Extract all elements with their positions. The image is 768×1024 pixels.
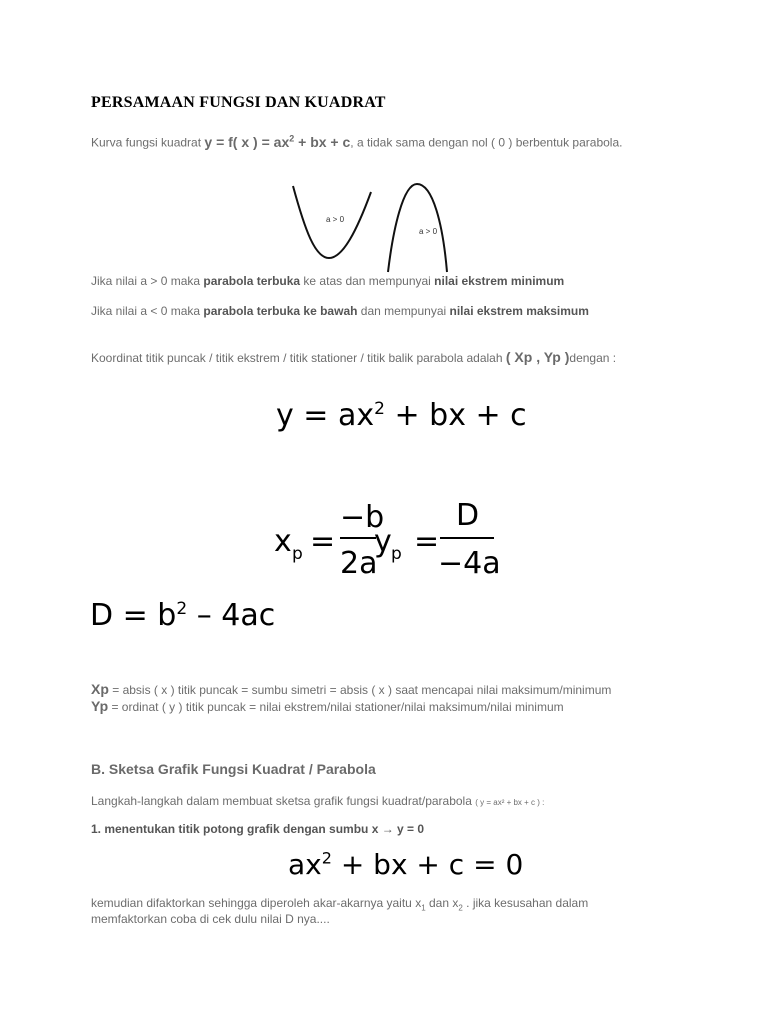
eq4-rhs: + bx + c = 0 (331, 848, 524, 881)
eq3-rhs: – 4ac (187, 598, 276, 633)
yp-text: = ordinat ( y ) titik puncak = nilai ekstrem/nilai stationer/nilai maksimum/nilai minimum (108, 700, 564, 714)
intro-formula-tail: + bx + c (294, 133, 351, 150)
downward-parabola (388, 184, 447, 272)
closing-line-2: memfaktorkan coba di cek dulu nilai D nya.... (91, 912, 330, 926)
line-min-pre: Jika nilai a > 0 maka (91, 274, 204, 288)
line-min-bold1: parabola terbuka (203, 274, 301, 288)
yp-definition (91, 698, 564, 714)
xp-text: = absis ( x ) titik puncak = sumbu simetri = absis ( x ) saat mencapai nilai maksimum/minimum (108, 683, 612, 697)
closing-sub1: 1 (421, 903, 426, 913)
vertex-post: dengan : (569, 351, 617, 365)
equation-general (276, 398, 527, 433)
closing-pre: kemudian difaktorkan sehingga diperoleh akar-akarnya yaitu x (91, 896, 422, 910)
xp-sub: p (292, 544, 303, 564)
parabola-figure (285, 180, 475, 275)
vertex-bold: ( Xp , Yp ) (505, 349, 570, 365)
vertex-line (91, 349, 616, 365)
eq1-rhs: + bx + c (384, 398, 527, 433)
closing-line-1 (91, 896, 588, 912)
intro-pre: Kurva fungsi kuadrat (91, 135, 205, 150)
steps-pre: Langkah-langkah dalam membuat sketsa grafik fungsi kuadrat/parabola (91, 794, 476, 808)
equation-vertex (270, 495, 510, 585)
intro-formula-sup: 2 (289, 133, 295, 143)
yp-denominator: −4a (438, 546, 501, 581)
label-left: a > 0 (326, 215, 345, 224)
eq1-sup: 2 (374, 399, 385, 419)
parabola-sketch (285, 180, 475, 275)
xp-definition (91, 681, 611, 697)
intro-formula-part: y = f( x ) = ax (204, 133, 290, 150)
line-min-bold2: nilai ekstrem minimum (434, 274, 565, 288)
yp-numerator: D (456, 498, 480, 533)
eq3-sup: 2 (176, 599, 188, 619)
line-min-mid: ke atas dan mempunyai (300, 274, 435, 288)
eq4-lhs: ax (288, 848, 322, 881)
eq4-sup: 2 (321, 848, 332, 868)
xp-base: x (274, 524, 292, 559)
yp-sub: p (391, 544, 402, 564)
vertex-pre: Koordinat titik puncak / titik ekstrem / titik stationer / titik balik parabola adalah (91, 351, 506, 365)
xp-label: Xp (91, 681, 109, 697)
line-max-bold1: parabola terbuka ke bawah (203, 304, 358, 318)
yp-label: Yp (91, 698, 109, 714)
yp-equals: = (414, 524, 440, 559)
line-minimum (91, 274, 564, 288)
eq1-lhs: y = ax (276, 398, 375, 433)
line-max-pre: Jika nilai a < 0 maka (91, 304, 204, 318)
line-maximum (91, 304, 589, 318)
line-max-bold2: nilai ekstrem maksimum (449, 304, 589, 318)
steps-intro (91, 794, 544, 808)
equation-roots (288, 848, 523, 881)
section-b-title: B. Sketsa Grafik Fungsi Kuadrat / Parabola (91, 761, 376, 777)
line-max-mid: dan mempunyai (357, 304, 450, 318)
xp-denominator: 2a (340, 546, 378, 581)
label-right: a > 0 (419, 227, 438, 236)
intro-post: , a tidak sama dengan nol ( 0 ) berbentuk parabola. (350, 135, 623, 150)
closing-mid: dan x (425, 896, 459, 910)
vertex-formula-figure (270, 495, 510, 585)
xp-equals: = (310, 524, 336, 559)
yp-base: y (374, 524, 392, 559)
intro-formula (204, 134, 350, 150)
closing-sub2: 2 (458, 903, 463, 913)
intro-paragraph (91, 133, 622, 150)
eq3-lhs: D = b (90, 598, 177, 633)
steps-small: ( y = ax² + bx + c ) : (475, 798, 545, 807)
closing-post: . jika kesusahan dalam (462, 896, 589, 910)
step-one: 1. menentukan titik potong grafik dengan sumbu x → y = 0 (91, 822, 425, 836)
equation-discriminant (90, 598, 275, 633)
xp-numerator: −b (340, 500, 385, 535)
page-title: PERSAMAAN FUNGSI DAN KUADRAT (91, 94, 386, 111)
